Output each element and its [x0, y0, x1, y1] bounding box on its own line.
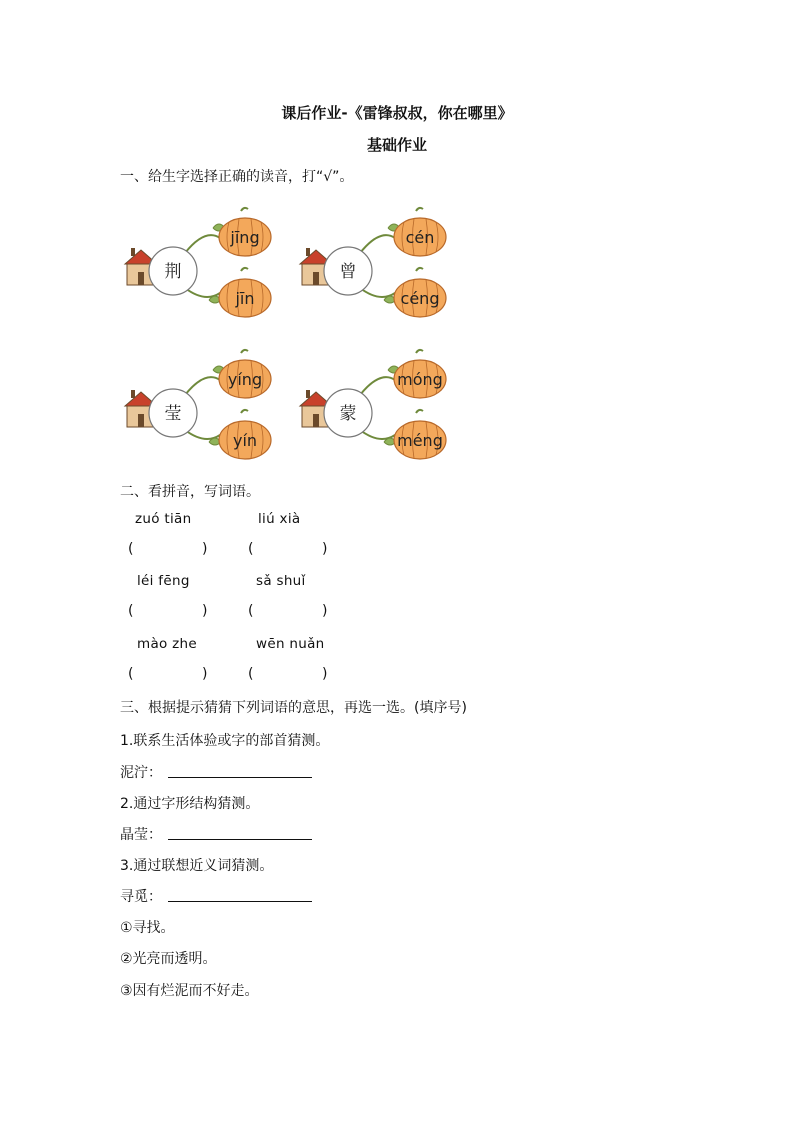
pumpkin-top[interactable]: [394, 208, 446, 256]
pumpkin-top[interactable]: [394, 350, 446, 398]
answer-paren-close: ): [202, 666, 208, 682]
pinyin-prompt: léi fēng: [137, 573, 190, 589]
answer-line[interactable]: [168, 777, 312, 778]
pinyin-option-top: jīng: [230, 228, 260, 247]
pumpkin-illustration: [300, 350, 460, 465]
pumpkin-group-2: [300, 208, 630, 328]
hint-1: 1.联系生活体验或字的部首猜测。: [120, 733, 330, 749]
answer-paren-open: (: [128, 666, 134, 682]
answer-paren-close: ): [202, 603, 208, 619]
character-label: 荆: [164, 262, 182, 282]
answer-paren-open: (: [248, 603, 254, 619]
pumpkin-bottom[interactable]: [394, 268, 446, 317]
pumpkin-bottom[interactable]: [394, 410, 446, 459]
character-label: 蒙: [339, 404, 357, 424]
answer-blank[interactable]: [260, 603, 322, 621]
section2-heading: 二、看拼音，写词语。: [120, 484, 260, 500]
page-subtitle: 基础作业: [366, 136, 427, 154]
answer-paren-open: (: [248, 666, 254, 682]
hint-2: 2.通过字形结构猜测。: [120, 796, 260, 812]
option-item: ②光亮而透明。: [120, 951, 217, 967]
pinyin-prompt: mào zhe: [137, 636, 198, 652]
pinyin-prompt: zuó tiān: [135, 511, 192, 527]
pumpkin-top[interactable]: [219, 208, 271, 256]
pinyin-option-bottom: jīn: [235, 289, 255, 308]
answer-paren-close: ): [322, 541, 328, 557]
answer-paren-open: (: [128, 603, 134, 619]
answer-blank[interactable]: [140, 666, 202, 684]
answer-blank[interactable]: [260, 541, 322, 559]
option-item: ③因有烂泥而不好走。: [120, 983, 259, 999]
pinyin-prompt: sǎ shuǐ: [256, 573, 306, 589]
pinyin-option-top: cén: [405, 228, 435, 247]
answer-line[interactable]: [168, 901, 312, 902]
section3-heading: 三、根据提示猜猜下列词语的意思，再选一选。(填序号): [120, 700, 467, 716]
word-label-2: 晶莹：: [120, 827, 162, 843]
answer-paren-close: ): [322, 603, 328, 619]
answer-blank[interactable]: [140, 603, 202, 621]
page-title: 课后作业-《雷锋叔叔，你在哪里》: [281, 104, 513, 122]
answer-paren-open: (: [128, 541, 134, 557]
option-item: ①寻找。: [120, 920, 175, 936]
pinyin-option-bottom: méng: [397, 431, 443, 450]
pinyin-option-top: móng: [397, 370, 443, 389]
pumpkin-illustration: [125, 350, 285, 465]
pumpkin-group-4: [300, 350, 630, 470]
pumpkin-top[interactable]: [219, 350, 271, 398]
section1-heading: 一、给生字选择正确的读音，打“√”。: [120, 169, 354, 185]
pumpkin-illustration: [125, 208, 285, 323]
answer-paren-open: (: [248, 541, 254, 557]
pinyin-option-bottom: yín: [232, 431, 258, 450]
word-label-3: 寻觅：: [120, 889, 162, 905]
character-label: 曾: [339, 262, 357, 282]
word-label-1: 泥泞：: [120, 765, 162, 781]
pumpkin-bottom[interactable]: [219, 268, 271, 317]
pinyin-option-top: yíng: [227, 370, 263, 389]
pinyin-prompt: wēn nuǎn: [256, 636, 325, 652]
answer-paren-close: ): [322, 666, 328, 682]
answer-blank[interactable]: [260, 666, 322, 684]
pinyin-prompt: liú xià: [258, 511, 301, 527]
hint-3: 3.通过联想近义词猜测。: [120, 858, 274, 874]
pinyin-option-bottom: céng: [400, 289, 440, 308]
answer-line[interactable]: [168, 839, 312, 840]
answer-paren-close: ): [202, 541, 208, 557]
pumpkin-illustration: [300, 208, 460, 323]
character-label: 莹: [164, 404, 182, 424]
pumpkin-bottom[interactable]: [219, 410, 271, 459]
answer-blank[interactable]: [140, 541, 202, 559]
